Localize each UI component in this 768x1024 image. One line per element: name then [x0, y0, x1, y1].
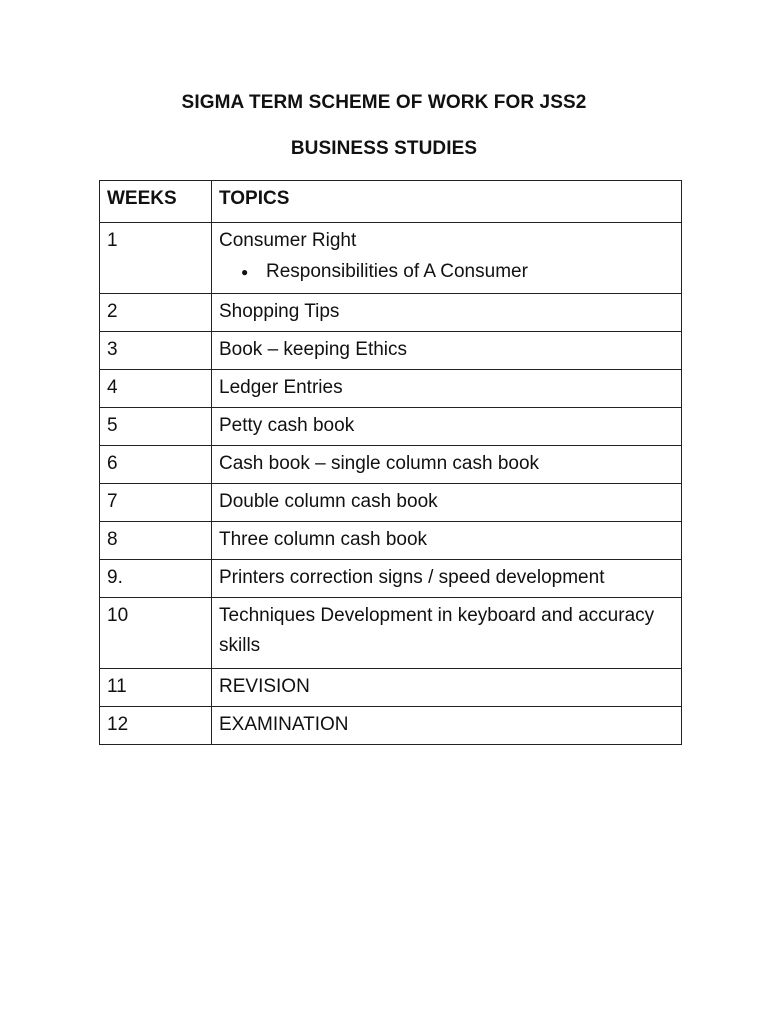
week-cell: 3 [100, 332, 212, 370]
week-cell: 8 [100, 522, 212, 560]
topic-cell: Cash book – single column cash book [212, 446, 682, 484]
table-row [100, 370, 682, 408]
table-row [100, 332, 682, 370]
topic-cell: Three column cash book [212, 522, 682, 560]
bullet-icon: ● [241, 265, 249, 279]
sub-topic-item [241, 262, 674, 282]
topic-text: Consumer Right [219, 230, 357, 251]
week-cell: 1 [100, 223, 212, 294]
table-row [100, 522, 682, 560]
week-cell: 11 [100, 669, 212, 707]
topic-cell: EXAMINATION [212, 707, 682, 745]
scheme-table [99, 180, 682, 745]
topic-cell: Petty cash book [212, 408, 682, 446]
sub-topic-list [219, 262, 674, 282]
table-row [100, 294, 682, 332]
topic-cell: Ledger Entries [212, 370, 682, 408]
week-cell: 9. [100, 560, 212, 598]
table-row [100, 484, 682, 522]
table-row [100, 560, 682, 598]
week-cell: 5 [100, 408, 212, 446]
topic-cell: Printers correction signs / speed development [212, 560, 682, 598]
table-row [100, 598, 682, 669]
topic-cell: REVISION [212, 669, 682, 707]
table-row [100, 669, 682, 707]
week-cell: 12 [100, 707, 212, 745]
table-header-row [100, 181, 682, 223]
header-topics: TOPICS [212, 181, 682, 223]
topic-cell: Double column cash book [212, 484, 682, 522]
document-subtitle: BUSINESS STUDIES [290, 138, 478, 159]
sub-topic-text: Responsibilities of A Consumer [266, 261, 528, 282]
week-cell: 2 [100, 294, 212, 332]
table-row [100, 408, 682, 446]
week-cell: 7 [100, 484, 212, 522]
week-cell: 4 [100, 370, 212, 408]
week-cell: 6 [100, 446, 212, 484]
topic-cell: Book – keeping Ethics [212, 332, 682, 370]
table-row [100, 223, 682, 294]
topic-cell: Techniques Development in keyboard and accuracy skills [212, 598, 682, 669]
table-row [100, 707, 682, 745]
table-row [100, 446, 682, 484]
document-title: SIGMA TERM SCHEME OF WORK FOR JSS2 [181, 92, 587, 113]
week-cell: 10 [100, 598, 212, 669]
topic-cell [212, 223, 682, 294]
topic-cell: Shopping Tips [212, 294, 682, 332]
header-weeks: WEEKS [100, 181, 212, 223]
